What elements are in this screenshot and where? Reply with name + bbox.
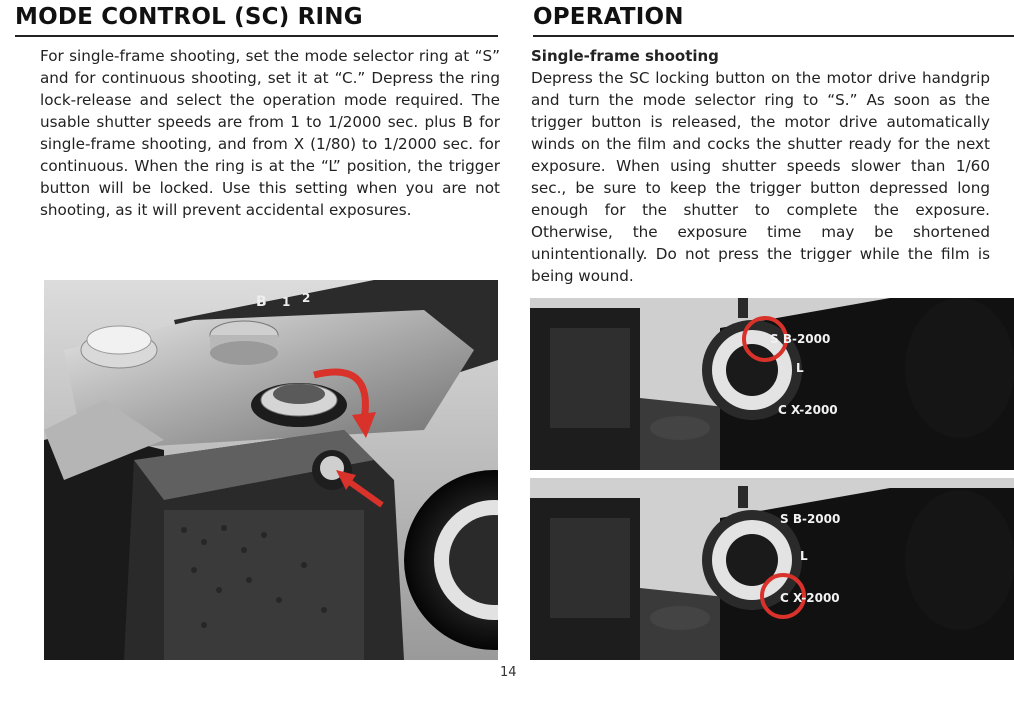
page-number: 14 [500,665,517,680]
dial-label-1: 1 [282,295,291,309]
right-subtitle: Single-frame shooting [531,47,719,65]
ring-label-c-x-top: C X-2000 [778,403,838,417]
ring-label-s-b-top: S B-2000 [770,332,831,346]
left-title-rule [15,35,498,37]
right-text-block [531,45,990,287]
ring-at-c-photo [530,478,1014,660]
left-title: MODE CONTROL (SC) RING [15,4,363,30]
ring-label-c-x-bottom: C X-2000 [780,591,840,605]
camera-mode-ring-photo [44,280,498,660]
ring-label-l-top: L [796,361,804,375]
dial-label-b: B [256,294,267,310]
right-title: OPERATION [533,4,684,30]
ring-at-s-photo [530,298,1014,470]
ring-label-l-bottom: L [800,549,808,563]
right-paragraph: Depress the SC locking button on the motor drive handgrip and turn the mode selector ring to “S.” As soon as the trigger button is released, the motor drive automatically winds on the film and cocks the shutter ready for the next exposure. When using shutter speeds slower than 1/60 sec., be sure to keep the trigger button depressed long enough for the shutter to complete the exposure. Otherwise, the exposure time may be shortened unintentionally. Do not press the trigger while the film is being wound. [531,69,990,285]
ring-label-s-b-bottom: S B-2000 [780,512,841,526]
left-paragraph: For single-frame shooting, set the mode selector ring at “S” and for continuous shooting, set it at “C.” Depress the ring lock-release and select the operation mode required. The usable shutter speeds are from 1 to 1/2000 sec. plus B for single-frame shooting, and from X (1/80) to 1/2000 sec. for continuous. When the ring is at the “L” position, the trigger button will be locked. Use this setting when you are not shooting, as it will prevent accidental exposures. [40,47,500,219]
dial-label-2: 2 [302,291,311,305]
right-title-rule [533,35,1014,37]
